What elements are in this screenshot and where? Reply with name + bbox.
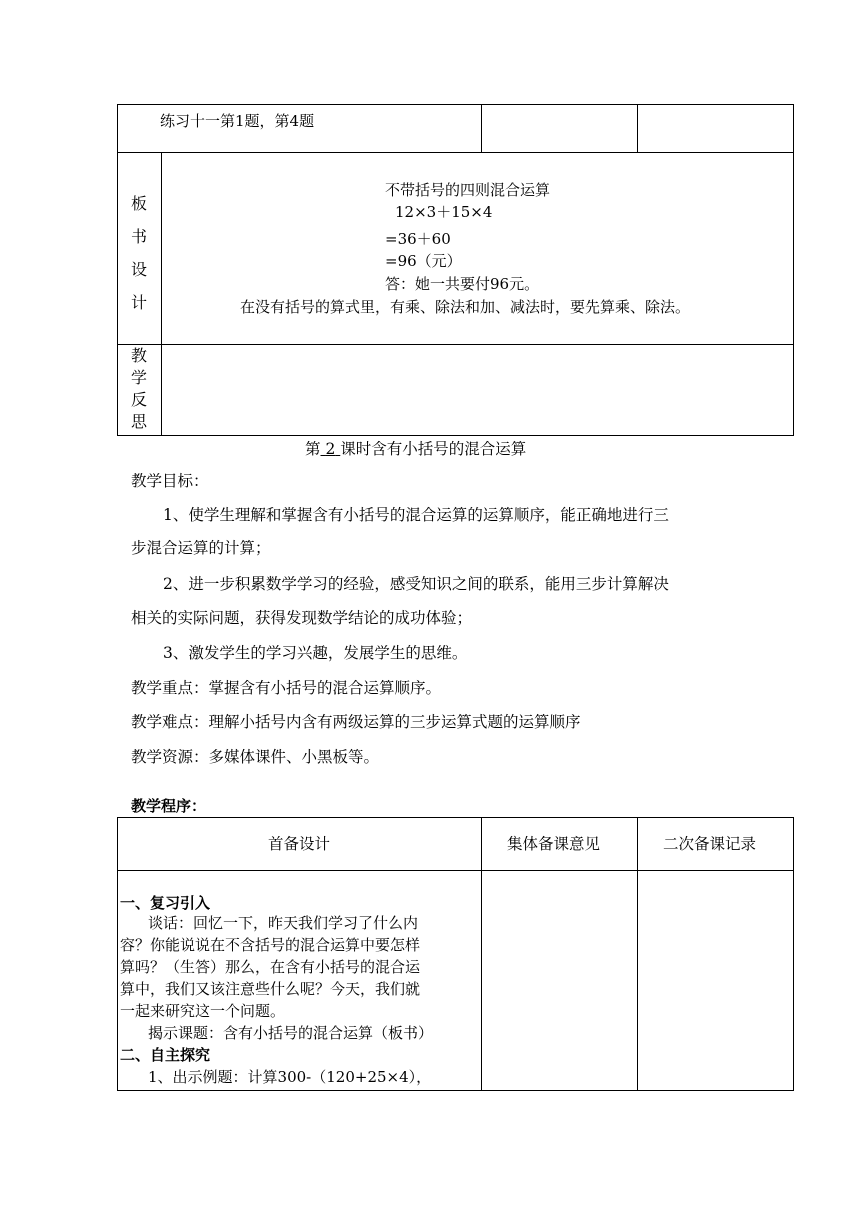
objective-2-cont: 相关的实际问题，获得发现数学结论的成功体验； (131, 609, 473, 627)
board-rule: 在没有括号的算式里，有乘、除法和加、减法时，要先算乘、除法。 (240, 298, 691, 316)
difficulty: 教学难点：理解小括号内含有两级运算的三步运算式题的运算顺序 (131, 713, 581, 731)
board-label-char: 书 (130, 227, 147, 246)
paragraph-line: 揭示课题：含有小括号的混合运算（板书） (148, 1024, 434, 1042)
reflection-label-char: 学 (130, 368, 147, 387)
section-review-title: 一、复习引入 (120, 894, 211, 912)
section-explore-title: 二、自主探究 (120, 1046, 211, 1064)
reflection-label-char: 反 (130, 390, 147, 409)
objectives-heading: 教学目标： (131, 472, 209, 490)
objective-2: 2、进一步积累数学学习的经验，感受知识之间的联系，能用三步计算解决 (163, 575, 669, 593)
paragraph-line: 一起来研究这一个问题。 (120, 1002, 286, 1020)
key-point: 教学重点：掌握含有小括号的混合运算顺序。 (131, 679, 442, 697)
resources: 教学资源：多媒体课件、小黑板等。 (131, 748, 380, 766)
board-label-char: 板 (130, 194, 147, 213)
objective-1-cont: 步混合运算的计算； (131, 539, 271, 557)
reflection-label-char: 教 (130, 346, 147, 365)
header-second-record: 二次备课记录 (663, 835, 757, 853)
procedure-heading: 教学程序： (131, 797, 207, 815)
paragraph-line: 算吗？（生答）那么，在含有小括号的混合运 (120, 958, 421, 976)
exercise-reference: 练习十一第1题，第4题 (160, 112, 315, 130)
header-first-design: 首备设计 (268, 835, 331, 853)
board-answer: 答：她一共要付96元。 (385, 275, 540, 293)
lesson-number: 2 (325, 440, 336, 458)
objective-1: 1、使学生理解和掌握含有小括号的混合运算的运算顺序，能正确地进行三 (163, 506, 669, 524)
board-label-char: 设 (130, 260, 147, 279)
lesson-title-prefix: 第 (305, 440, 321, 458)
lesson-title (305, 439, 526, 459)
paragraph-line: 容？你能说说在不含括号的混合运算中要怎样 (120, 936, 421, 954)
lesson-title-suffix: 课时含有小括号的混合运算 (340, 440, 527, 458)
reflection-label-char: 思 (130, 412, 147, 431)
paragraph-line: 谈话：回忆一下，昨天我们学习了什么内 (148, 914, 419, 932)
board-line: =36＋60 (385, 230, 451, 248)
board-line: =96（元） (385, 252, 462, 270)
board-label-char: 计 (130, 293, 147, 312)
header-group-opinion: 集体备课意见 (507, 835, 601, 853)
board-line: 12×3＋15×4 (395, 203, 493, 221)
paragraph-line: 1、出示例题：计算300-（120+25×4）， (148, 1068, 432, 1086)
paragraph-line: 算中，我们又该注意些什么呢？今天，我们就 (120, 980, 421, 998)
board-title: 不带括号的四则混合运算 (385, 181, 551, 199)
objective-3: 3、激发学生的学习兴趣，发展学生的思维。 (163, 644, 468, 662)
